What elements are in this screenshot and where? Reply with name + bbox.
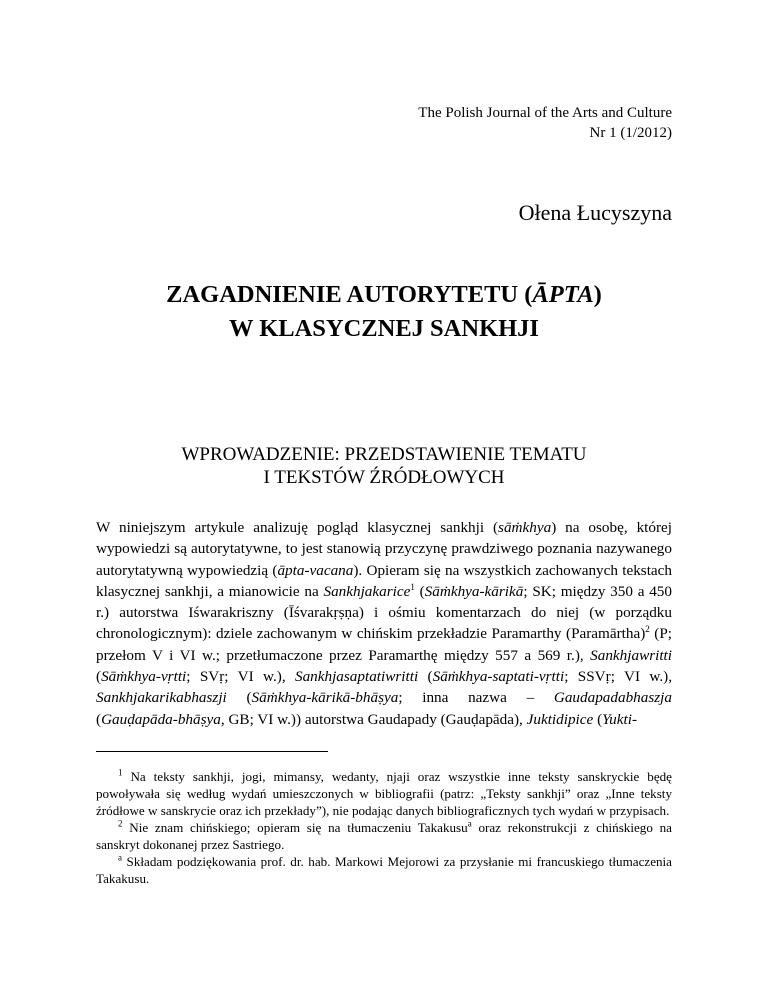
- italic-term: Juktidipice: [526, 710, 594, 728]
- section-heading: [96, 443, 672, 489]
- italic-term: Sankhjakarikabhaszji: [96, 689, 227, 707]
- italic-term: Sankhjasaptatiwritti: [294, 668, 419, 686]
- title-line1-part2: ): [593, 281, 602, 308]
- footnote-divider: [96, 751, 328, 752]
- italic-term: Gauḍapāda-bhāṣya: [101, 710, 221, 728]
- text-run: , GB; VI w.)) autorstwa Gaudapady (Gauḍapāda),: [220, 710, 527, 728]
- text-run: (: [414, 582, 425, 600]
- journal-name: The Polish Journal of the Arts and Culture: [418, 105, 672, 121]
- italic-term: āpta-vacana: [277, 561, 354, 579]
- text-run: W niniejszym artykule analizuję pogląd klasycznej sankhji (: [96, 519, 499, 536]
- text-run: (: [96, 668, 102, 686]
- footnote-1-text: Na teksty sankhji, jogi, mimansy, wedanty, njaji oraz wszystkie inne teksty sanskryckie będę powoływała się według wydań umieszczonych w bibliografii (patrz: „Teksty sankhji” oraz „Inne teksty źródłowe w sanskrycie oraz ich przekłady”), nie podając danych bibliograficznych tych wydań w przypisach.: [96, 769, 672, 818]
- footnote-2: [96, 819, 672, 853]
- footnote-2-text-a: Nie znam chińskiego; opieram się na tłumaczeniu Takakusu: [122, 820, 468, 835]
- text-run: ) na osobę, której wypowiedzi są autorytatywne, to jest stanowią przyczynę prawdziwego poznania nazywanego autorytatywną wypowiedzią (: [96, 519, 672, 579]
- author-name: Ołena Łucyszyna: [518, 200, 672, 225]
- footnote-1-mark: 1: [118, 767, 123, 778]
- body-paragraph: [96, 517, 672, 730]
- text-run: ). Opieram się na wszystkich zachowanych tekstach klasycznej sankhji, a mianowicie na: [96, 561, 673, 600]
- title-line2: W KLASYCZNEJ SANKHJI: [229, 315, 539, 342]
- italic-term: Sankhjakarice: [323, 582, 411, 600]
- italic-term: Sāṁkhya-kārikā-bhāṣya: [251, 689, 399, 707]
- footnote-2-mark: 2: [118, 818, 123, 829]
- text-run: (: [418, 668, 433, 686]
- article-title: [96, 278, 672, 346]
- footnote-a-ref[interactable]: a: [467, 818, 472, 829]
- italic-term: Gaudapadabhaszja: [553, 689, 672, 707]
- text-run: ; inna nazwa –: [398, 689, 554, 707]
- text-run: (P; przełom V i VI w.; przetłumaczone przez Paramarthę między 557 a 569 r.),: [96, 625, 672, 664]
- text-run: ; SSVṛ; VI w.),: [564, 668, 672, 686]
- footnote-ref-1[interactable]: 1: [410, 581, 415, 592]
- text-run: (: [593, 710, 603, 728]
- issue-number: Nr 1 (1/2012): [589, 125, 672, 141]
- footnote-a-text: Składam podziękowania prof. dr. hab. Markowi Mejorowi za przysłanie mi francuskiego tłumaczenia Takakusu.: [96, 854, 672, 886]
- running-header: [418, 103, 672, 143]
- footnote-ref-2[interactable]: 2: [645, 624, 650, 635]
- italic-term: Sāṁkhya-vṛtti: [101, 668, 187, 686]
- title-line1-italic: ĀPTA: [532, 281, 594, 308]
- section-heading-line1: WPROWADZENIE: PRZEDSTAWIENIE TEMATU: [181, 444, 587, 465]
- footnote-1: [96, 768, 672, 819]
- italic-term: Sāṁkhya-saptati-vṛtti: [432, 668, 565, 686]
- footnote-a: [96, 853, 672, 887]
- footnotes: [96, 768, 672, 887]
- italic-term: sāṁkhya: [498, 519, 552, 536]
- text-run: (: [226, 689, 252, 707]
- italic-term: Sankhjawritti: [590, 646, 672, 664]
- footnote-a-mark: a: [118, 852, 122, 863]
- text-run: ; SK; między 350 a 450 r.) autorstwa Iśwarakriszny (Īśvarakṛṣṇa) i ośmiu komentarzach do niej (w porządku chronologicznym): dziele zachowanym w chińskim przekładzie Paramarthy (Paramārtha): [96, 582, 672, 643]
- italic-term: Sāṁkhya-kārikā: [424, 582, 524, 600]
- section-heading-line2: I TEKSTÓW ŹRÓDŁOWYCH: [263, 467, 505, 488]
- italic-term: Yukti-: [602, 710, 638, 728]
- text-run: (: [96, 710, 102, 728]
- footnote-2-text-b: oraz rekonstrukcji z chińskiego na sanskryt dokonanej przez Sastriego.: [96, 820, 672, 852]
- title-line1-part1: ZAGADNIENIE AUTORYTETU (: [166, 281, 533, 308]
- text-run: ; SVṛ; VI w.),: [186, 668, 295, 686]
